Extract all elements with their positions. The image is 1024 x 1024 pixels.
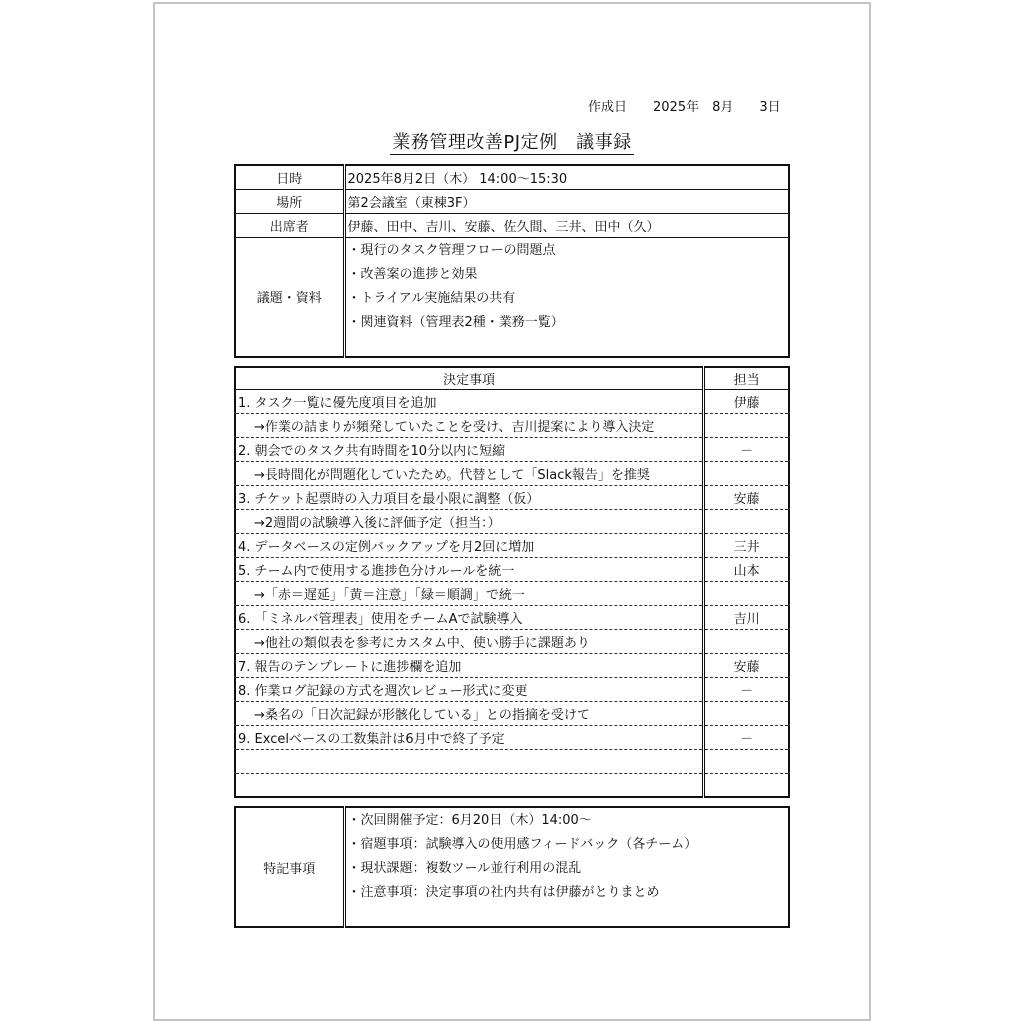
decision-row — [235, 653, 789, 677]
decisions-table — [234, 366, 790, 798]
decision-row — [235, 485, 789, 509]
agenda-list — [344, 237, 789, 357]
decision-text: 4. データベースの定例バックアップを月2回に増加 — [235, 533, 704, 557]
notes-list — [344, 807, 789, 927]
agenda-item: ・改善案の進捗と効果 — [347, 266, 478, 282]
decision-text: 3. チケット起票時の入力項目を最小限に調整（仮） — [235, 485, 704, 509]
place-label: 場所 — [235, 189, 344, 213]
decision-text: 5. チーム内で使用する進捗色分けルールを統一 — [235, 557, 704, 581]
decision-text: →長時間化が問題化していたため。代替として「Slack報告」を推奨 — [235, 461, 704, 485]
decision-owner: － — [704, 725, 789, 749]
decision-text: →桑名の「日次記録が形骸化している」との指摘を受けて — [235, 701, 704, 725]
decision-row — [235, 437, 789, 461]
agenda-label: 議題・資料 — [235, 237, 344, 357]
decision-owner — [704, 509, 789, 533]
decision-row — [235, 605, 789, 629]
place-value: 第2会議室（東棟3F） — [344, 189, 789, 213]
decision-text — [235, 773, 704, 797]
note-item: ・注意事項：決定事項の社内共有は伊藤がとりまとめ — [347, 885, 660, 900]
decision-row — [235, 773, 789, 797]
decision-owner: － — [704, 437, 789, 461]
decision-owner — [704, 629, 789, 653]
decision-owner — [704, 749, 789, 773]
decision-owner: 伊藤 — [704, 389, 789, 413]
decision-row — [235, 413, 789, 437]
created-date: 作成日 2025年 8月 3日 — [588, 100, 781, 115]
decision-text: →他社の類似表を参考にカスタム中、使い勝手に課題あり — [235, 629, 704, 653]
decision-row — [235, 677, 789, 701]
document-title — [0, 128, 1024, 154]
decision-owner — [704, 701, 789, 725]
decision-owner — [704, 581, 789, 605]
note-item: ・現状課題：複数ツール並行利用の混乱 — [347, 861, 582, 876]
agenda-item: ・現行のタスク管理フローの問題点 — [347, 242, 556, 258]
decision-row — [235, 701, 789, 725]
decision-text: 8. 作業ログ記録の方式を週次レビュー形式に変更 — [235, 677, 704, 701]
note-item: ・宿題事項：試験導入の使用感フィードバック（各チーム） — [347, 837, 698, 852]
decision-owner — [704, 773, 789, 797]
decision-row — [235, 557, 789, 581]
date-value: 2025年8月2日（木） 14:00～15:30 — [344, 165, 789, 189]
decision-text: →「赤＝遅延」「黄＝注意」「緑＝順調」で統一 — [235, 581, 704, 605]
agenda-item: ・関連資料（管理表2種・業務一覧） — [347, 314, 564, 330]
decision-owner: 山本 — [704, 557, 789, 581]
decision-row — [235, 629, 789, 653]
owner-header: 担当 — [704, 367, 789, 389]
decision-row — [235, 725, 789, 749]
decision-owner: 安藤 — [704, 485, 789, 509]
decision-row — [235, 533, 789, 557]
decision-owner: 安藤 — [704, 653, 789, 677]
notes-table — [234, 806, 790, 928]
decision-text: →2週間の試験導入後に評価予定（担当：） — [235, 509, 704, 533]
decisions-header: 決定事項 — [235, 367, 704, 389]
note-item: ・次回開催予定：6月20日（木）14:00～ — [347, 813, 592, 828]
decision-owner: 吉川 — [704, 605, 789, 629]
attendees-value: 伊藤、田中、吉川、安藤、佐久間、三井、田中（久） — [344, 213, 789, 237]
decision-owner: － — [704, 677, 789, 701]
agenda-item: ・トライアル実施結果の共有 — [347, 290, 516, 306]
decision-row — [235, 509, 789, 533]
document-title-text: 業務管理改善PJ定例 議事録 — [392, 132, 632, 153]
decision-text: 1. タスク一覧に優先度項目を追加 — [235, 389, 704, 413]
date-label: 日時 — [235, 165, 344, 189]
decision-owner — [704, 413, 789, 437]
meeting-info-table — [234, 164, 790, 358]
decision-row — [235, 461, 789, 485]
decision-text: →作業の詰まりが頻発していたことを受け、吉川提案により導入決定 — [235, 413, 704, 437]
decision-row — [235, 581, 789, 605]
decision-text: 2. 朝会でのタスク共有時間を10分以内に短縮 — [235, 437, 704, 461]
decision-owner: 三井 — [704, 533, 789, 557]
decision-text: 9. Excelベースの工数集計は6月中で終了予定 — [235, 725, 704, 749]
decision-row — [235, 749, 789, 773]
attendees-label: 出席者 — [235, 213, 344, 237]
decision-row — [235, 389, 789, 413]
decision-text — [235, 749, 704, 773]
decision-text: 6. 「ミネルバ管理表」使用をチームAで試験導入 — [235, 605, 704, 629]
decision-text: 7. 報告のテンプレートに進捗欄を追加 — [235, 653, 704, 677]
notes-label: 特記事項 — [235, 807, 344, 927]
decision-owner — [704, 461, 789, 485]
